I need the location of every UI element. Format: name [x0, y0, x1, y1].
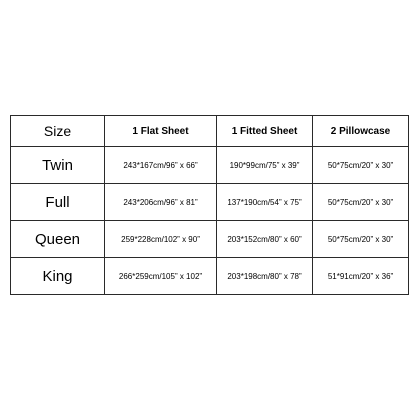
- table-row: [11, 221, 409, 258]
- size-chart-table: [10, 115, 409, 295]
- header-size: Size: [11, 116, 105, 147]
- fitted-sheet-dim: 203*198cm/80” x 78”: [217, 258, 313, 295]
- table-row: [11, 258, 409, 295]
- size-label-king: King: [11, 258, 105, 295]
- table-header-row: [11, 116, 409, 147]
- fitted-sheet-dim: 203*152cm/80” x 60”: [217, 221, 313, 258]
- table-row: [11, 184, 409, 221]
- flat-sheet-dim: 266*259cm/105” x 102”: [105, 258, 217, 295]
- table-row: [11, 147, 409, 184]
- size-label-queen: Queen: [11, 221, 105, 258]
- header-fitted-sheet: 1 Fitted Sheet: [217, 116, 313, 147]
- flat-sheet-dim: 243*167cm/96” x 66”: [105, 147, 217, 184]
- header-flat-sheet: 1 Flat Sheet: [105, 116, 217, 147]
- pillowcase-dim: 50*75cm/20” x 30”: [313, 184, 409, 221]
- flat-sheet-dim: 243*206cm/96” x 81”: [105, 184, 217, 221]
- fitted-sheet-dim: 190*99cm/75” x 39”: [217, 147, 313, 184]
- flat-sheet-dim: 259*228cm/102” x 90”: [105, 221, 217, 258]
- size-label-full: Full: [11, 184, 105, 221]
- pillowcase-dim: 51*91cm/20” x 36”: [313, 258, 409, 295]
- pillowcase-dim: 50*75cm/20” x 30”: [313, 147, 409, 184]
- fitted-sheet-dim: 137*190cm/54” x 75”: [217, 184, 313, 221]
- pillowcase-dim: 50*75cm/20” x 30”: [313, 221, 409, 258]
- size-label-twin: Twin: [11, 147, 105, 184]
- header-pillowcase: 2 Pillowcase: [313, 116, 409, 147]
